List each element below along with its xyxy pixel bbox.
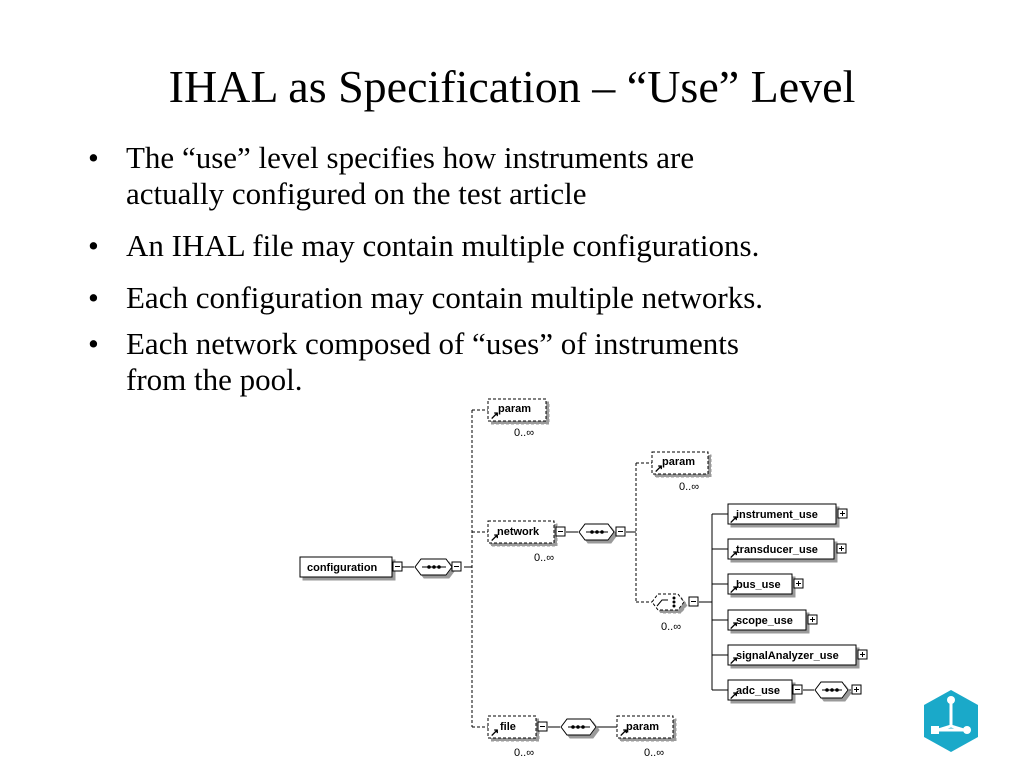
reference-arrow-icon: ↗ [619,727,629,739]
bullet-line: An IHAL file may contain multiple configurations. [126,228,760,263]
param-node[interactable] [652,452,708,493]
reference-arrow-icon: ↗ [729,690,739,702]
plus-box-icon[interactable] [858,650,867,659]
use-label: instrument_use [736,509,818,521]
reference-arrow-icon: ↗ [490,727,500,739]
minus-box-icon[interactable] [793,685,802,694]
plus-box-icon[interactable] [852,685,861,694]
plus-box-icon[interactable] [808,615,817,624]
bullet-line: Each network composed of “uses” of instruments [126,326,739,361]
instrument-use-node[interactable] [728,504,836,526]
slide-title: IHAL as Specification – “Use” Level [168,61,856,112]
minus-box-icon[interactable] [452,562,461,571]
cardinality-label: 0..∞ [679,481,700,493]
use-label: transducer_use [736,544,818,556]
param-label: param [626,721,660,733]
param-node[interactable] [488,399,546,439]
network-node[interactable] [488,521,554,564]
reference-arrow-icon: ↗ [729,655,739,667]
plus-box-icon[interactable] [794,579,803,588]
minus-box-icon[interactable] [393,562,402,571]
signalanalyzer-use-node[interactable] [728,645,856,667]
minus-box-icon[interactable] [616,527,625,536]
network-label: network [497,526,540,538]
param-label: param [662,456,696,468]
use-label: scope_use [736,615,793,627]
file-label: file [500,721,516,733]
bullet-marker: • [88,228,99,263]
param-node[interactable] [617,716,673,759]
bullet-line: Each configuration may contain multiple networks. [126,280,764,315]
configuration-label: configuration [307,562,378,574]
bullet-line: actually configured on the test article [126,176,587,211]
use-label: adc_use [736,685,781,697]
minus-box-icon[interactable] [689,597,698,606]
configuration-node[interactable] [300,557,392,577]
reference-arrow-icon: ↗ [654,463,664,475]
bullet-marker: • [88,326,99,361]
molecule-logo [918,688,984,754]
use-label: bus_use [736,579,781,591]
minus-box-icon[interactable] [556,527,565,536]
sequence-compositor-icon [579,524,614,540]
cardinality-label: 0..∞ [514,427,535,439]
cardinality-label: 0..∞ [661,621,682,633]
cardinality-label: 0..∞ [644,747,665,759]
reference-arrow-icon: ↗ [729,514,739,526]
use-label: signalAnalyzer_use [736,650,839,662]
sequence-compositor-icon [561,719,596,735]
reference-arrow-icon: ↗ [490,532,500,544]
adc-use-node[interactable] [728,680,792,702]
bus-use-node[interactable] [728,574,792,596]
minus-box-icon[interactable] [538,722,547,731]
cardinality-label: 0..∞ [534,552,555,564]
cardinality-label: 0..∞ [514,747,535,759]
choice-compositor-icon [652,594,684,633]
plus-box-icon[interactable] [837,544,846,553]
sequence-compositor-icon [415,559,452,575]
param-label: param [498,403,532,415]
bullet-marker: • [88,140,99,175]
reference-arrow-icon: ↗ [729,549,739,561]
scope-use-node[interactable] [728,610,806,632]
file-node[interactable] [488,716,536,759]
sequence-compositor-icon [815,682,848,698]
reference-arrow-icon: ↗ [729,620,739,632]
transducer-use-node[interactable] [728,539,834,561]
reference-arrow-icon: ↗ [490,410,500,422]
bullet-marker: • [88,280,99,315]
plus-box-icon[interactable] [838,509,847,518]
reference-arrow-icon: ↗ [729,584,739,596]
bullet-line: from the pool. [126,362,303,397]
connector-lines [400,410,851,727]
bullet-line: The “use” level specifies how instruments are [126,140,695,175]
